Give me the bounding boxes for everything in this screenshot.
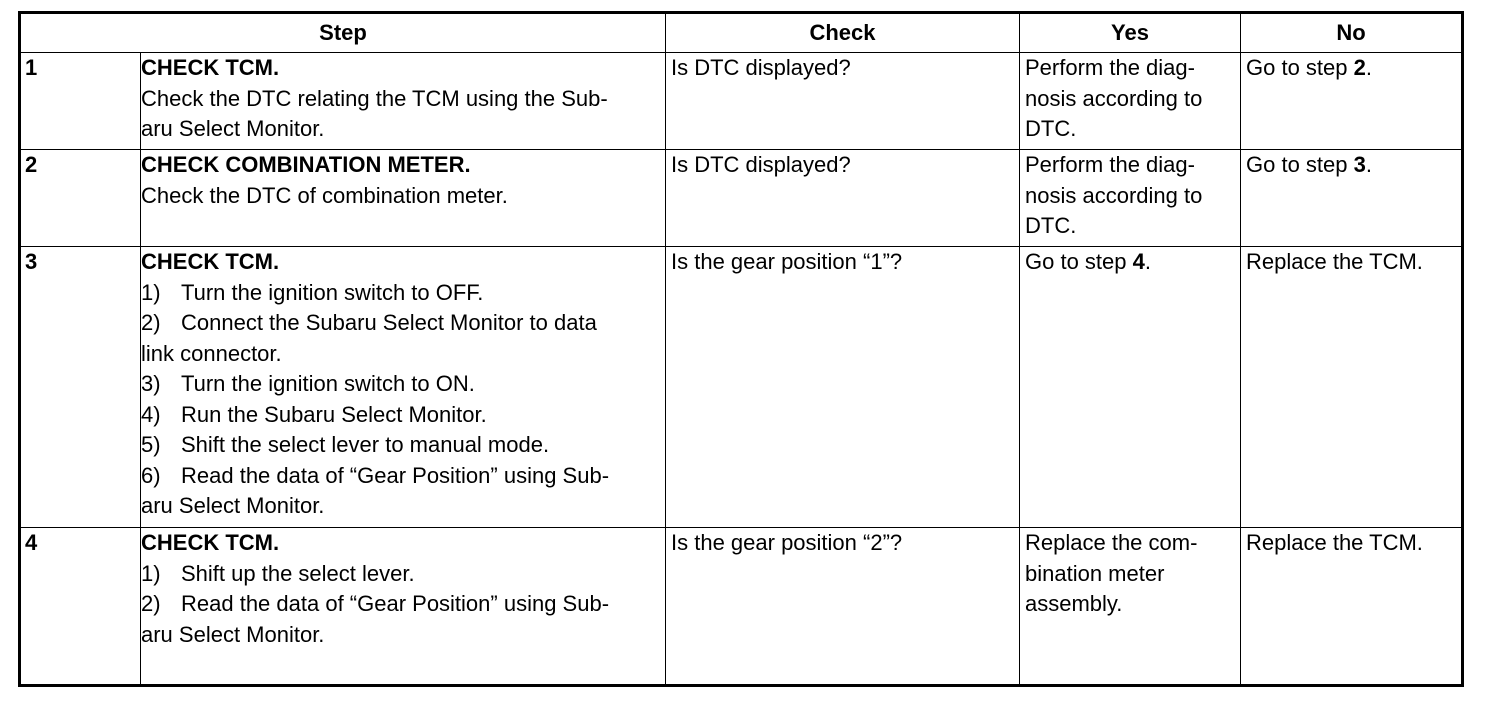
yes-cell [1020,53,1241,150]
substep-text: Turn the ignition switch to ON. [181,371,475,396]
substep [141,589,660,620]
substep [141,278,660,309]
substep-number: 2) [141,591,161,616]
step-description [141,150,666,247]
step-number: 2 [20,150,141,247]
substep [141,559,660,590]
substep-text: Run the Subaru Select Monitor. [181,401,487,427]
yes-text-line: bination meter [1025,560,1165,586]
yes-text: Go to step [1025,249,1133,274]
substep-number: 1) [141,279,161,305]
check-cell: Is DTC displayed? [666,53,1020,150]
table-row [20,528,1463,686]
no-cell: Replace the TCM. [1241,247,1463,528]
diagnostic-table [18,11,1464,687]
substep [141,461,660,492]
step-description [141,247,666,528]
substep-text: Turn the ignition switch to OFF. [181,279,484,305]
substep-text: Shift the select lever to manual mode. [181,432,550,457]
yes-step-ref: 4 [1132,249,1145,274]
substep-number: 1) [141,560,161,586]
yes-text-line: Perform the diag- [1025,152,1195,177]
step-number: 1 [20,53,141,150]
no-suffix: . [1365,152,1372,177]
yes-text-line: Replace the com- [1025,530,1198,555]
substep-text: Read the data of “Gear Position” using Sub- [181,462,610,488]
header-no: No [1241,13,1463,53]
no-step-ref: 2 [1353,55,1366,80]
header-row [20,13,1463,53]
substep-number: 5) [141,432,161,457]
step-description [141,528,666,686]
substep [141,369,660,400]
no-step-ref: 3 [1353,152,1366,177]
substep-text: Read the data of “Gear Position” using Sub- [181,591,610,616]
check-cell: Is the gear position “1”? [666,247,1020,528]
header-check: Check [666,13,1020,53]
yes-suffix: . [1144,249,1151,274]
step-title: CHECK TCM. [141,530,280,555]
yes-cell [1020,150,1241,247]
substep-continuation: link connector. [141,340,282,366]
step-text-line: Check the DTC of combination meter. [141,182,508,208]
yes-text-line: DTC. [1025,116,1077,141]
table-row [20,247,1463,528]
step-title: CHECK TCM. [141,249,280,274]
table-row [20,150,1463,247]
no-cell [1241,53,1463,150]
header-yes: Yes [1020,13,1241,53]
no-text: Go to step [1246,55,1354,80]
step-text-line: aru Select Monitor. [141,116,325,141]
substep-text: Shift up the select lever. [181,560,415,586]
substep [141,430,660,461]
yes-text-line: DTC. [1025,213,1077,238]
substep-number: 6) [141,462,161,488]
step-number: 3 [20,247,141,528]
header-step: Step [20,13,666,53]
yes-text-line: Perform the diag- [1025,55,1195,80]
no-text: Go to step [1246,152,1354,177]
step-title: CHECK TCM. [141,55,280,80]
substep-text: Connect the Subaru Select Monitor to data [181,310,597,335]
yes-text-line: assembly. [1025,591,1123,616]
substep-number: 4) [141,401,161,427]
yes-cell [1020,528,1241,686]
no-cell: Replace the TCM. [1241,528,1463,686]
substep-number: 2) [141,310,161,335]
substep-continuation: aru Select Monitor. [141,493,325,518]
no-cell [1241,150,1463,247]
substep [141,400,660,431]
substep [141,308,660,339]
step-description [141,53,666,150]
yes-text-line: nosis according to [1025,85,1203,111]
check-cell: Is the gear position “2”? [666,528,1020,686]
step-title: CHECK COMBINATION METER. [141,152,471,177]
substep-continuation: aru Select Monitor. [141,621,325,647]
yes-text-line: nosis according to [1025,182,1203,208]
check-cell: Is DTC displayed? [666,150,1020,247]
step-text-line: Check the DTC relating the TCM using the Sub- [141,85,608,111]
no-suffix: . [1365,55,1372,80]
step-number: 4 [20,528,141,686]
substep-number: 3) [141,371,161,396]
yes-cell [1020,247,1241,528]
table-row [20,53,1463,150]
